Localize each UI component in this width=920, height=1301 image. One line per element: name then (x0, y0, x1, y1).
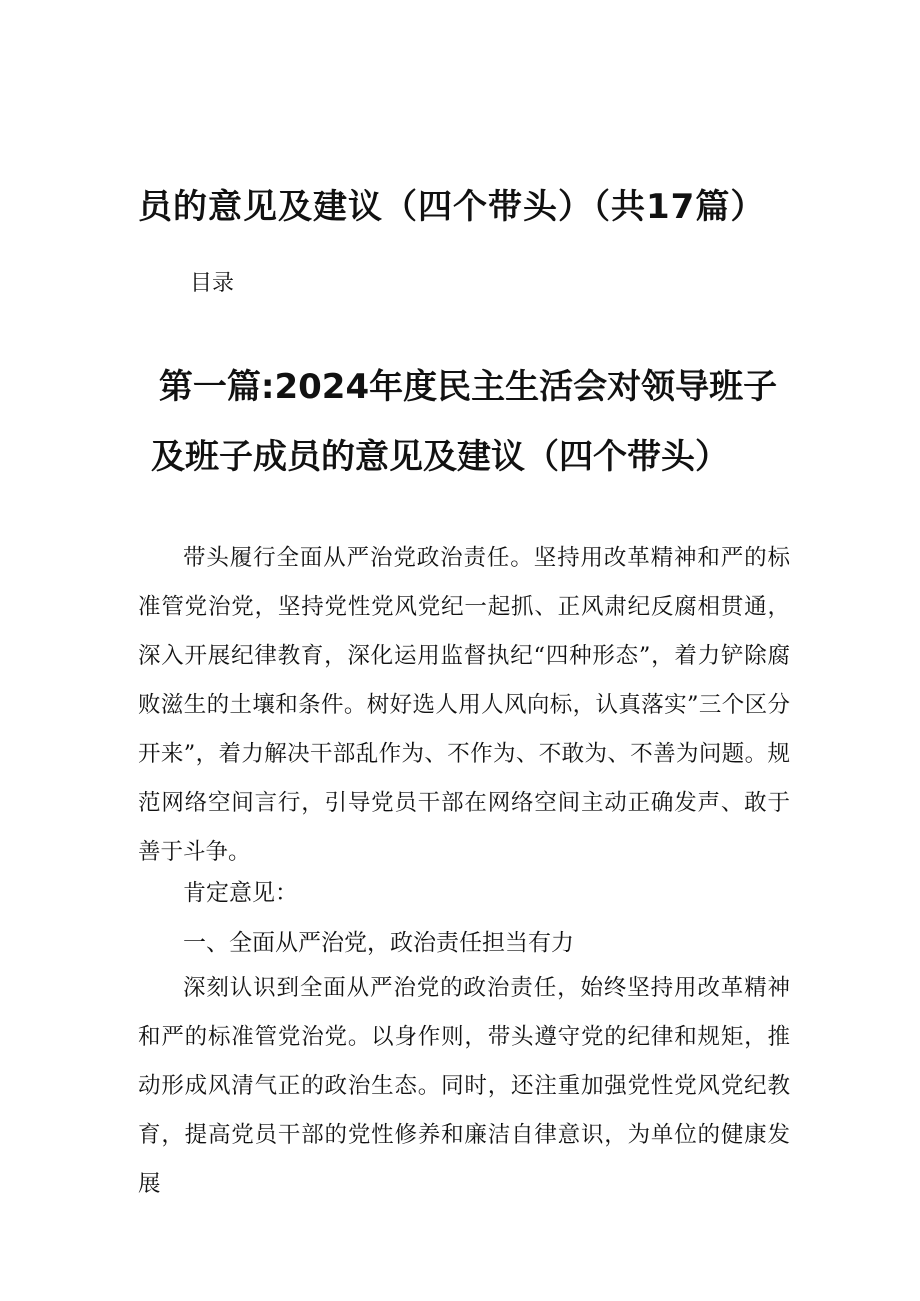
section-heading-1: 一、全面从严治党，政治责任担当有力 (183, 930, 574, 956)
body-paragraph-2: 深刻认识到全面从严治党的政治责任，始终坚持用改革精神和严的标准管党治党。以身作则，带头遵守党的纪律和规矩，推动形成风清气正的政治生态。同时，还注重加强党性党风党纪教育，提高党员干部的党性修养和廉洁自律意识，为单位的健康发展 (138, 975, 790, 1197)
toc-label: 目录 (190, 271, 235, 296)
article-title-line-1: 第一篇:2024年度民主生活会对领导班子 (158, 367, 778, 407)
body-paragraph-1: 带头履行全面从严治党政治责任。坚持用改革精神和严的标准管党治党，坚持党性党风党纪一起抓、正风肃纪反腐相贯通，深入开展纪律教育，深化运用监督执纪“四种形态”，着力铲除腐败滋生的土壤和条件。树好选人用人风向标，认真落实”三个区分开来”，着力解决干部乱作为、不作为、不敢为、不善为问题。规范网络空间言行，引导党员干部在网络空间主动正确发声、敢于善于斗争。 (138, 545, 790, 865)
affirm-heading: 肯定意见： (183, 880, 298, 906)
article-title-line-2: 及班子成员的意见及建议（四个带头） (151, 437, 729, 477)
document-title-continuation: 员的意见及建议（四个带头）（共17篇） (138, 187, 766, 227)
